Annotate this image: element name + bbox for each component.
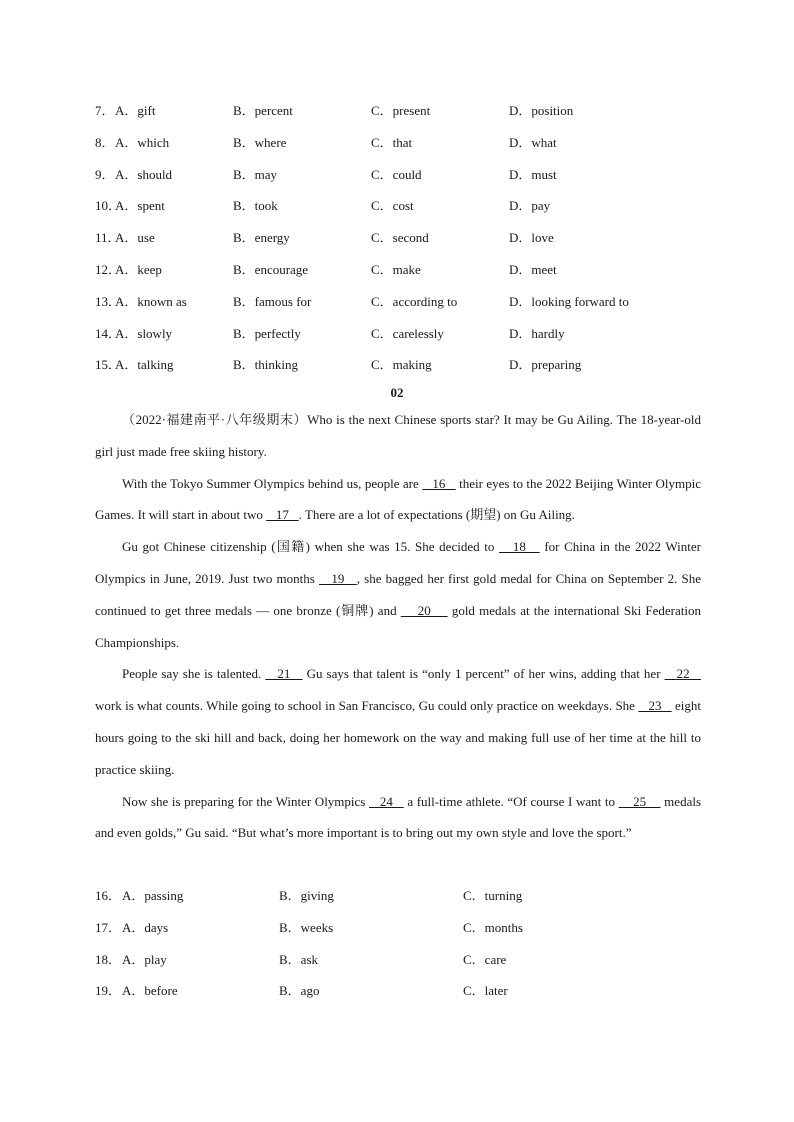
option-b[interactable]: B．energy bbox=[233, 230, 290, 246]
question-number: 17． bbox=[95, 919, 122, 935]
option-c[interactable]: C．care bbox=[463, 951, 507, 967]
option-d[interactable]: D．must bbox=[509, 166, 557, 182]
option-b[interactable]: B．thinking bbox=[233, 357, 299, 373]
option-c[interactable]: C．that bbox=[371, 134, 413, 150]
option-a[interactable]: A．should bbox=[115, 166, 173, 182]
passage-paragraph-3: Gu got Chinese citizenship (国籍) when she was 15. She decided to 18 for China in the 2022 Winter Olympics in June, 2019. Just two months 19 , she bagged her first gold medal for China on September 2. She continued to get three medals — one bronze (铜牌) and 20 gold medals at the international Ski Federation Championships. bbox=[95, 539, 702, 650]
option-c[interactable]: C．turning bbox=[463, 888, 523, 903]
option-a[interactable]: A．slowly bbox=[115, 325, 173, 341]
option-a[interactable]: A．use bbox=[115, 230, 155, 246]
option-b[interactable]: B．ask bbox=[279, 951, 319, 967]
option-d[interactable]: D．love bbox=[509, 230, 554, 246]
blank-20[interactable]: 20 bbox=[400, 602, 448, 618]
option-a[interactable]: A．known as bbox=[115, 293, 187, 309]
option-a[interactable]: A．before bbox=[122, 983, 178, 999]
question-number: 7． bbox=[95, 103, 115, 118]
blank-24[interactable]: 24 bbox=[368, 793, 404, 809]
blank-18[interactable]: 18 bbox=[498, 539, 540, 555]
blank-21[interactable]: 21 bbox=[265, 666, 303, 682]
option-b[interactable]: B．weeks bbox=[279, 919, 334, 935]
option-d[interactable]: D．hardly bbox=[509, 325, 565, 341]
option-b[interactable]: B．took bbox=[233, 198, 278, 214]
option-c[interactable]: C．according to bbox=[371, 293, 458, 309]
option-c[interactable]: C．later bbox=[463, 983, 508, 999]
option-b[interactable]: B．ago bbox=[279, 983, 320, 999]
option-b[interactable]: B．may bbox=[233, 166, 278, 182]
passage bbox=[95, 404, 701, 849]
option-d[interactable]: D．looking forward to bbox=[509, 293, 629, 309]
option-c[interactable]: C．carelessly bbox=[371, 325, 444, 341]
question-number: 13． bbox=[95, 293, 122, 309]
option-b[interactable]: B．giving bbox=[279, 888, 334, 903]
section-number: 02 bbox=[390, 385, 404, 400]
passage-paragraph-2: With the Tokyo Summer Olympics behind us, people are 16 their eyes to the 2022 Beijing Winter Olympic Games. It will start in about two 17 . There are a lot of expectations (期望) on Gu Ailing. bbox=[95, 475, 701, 523]
option-b[interactable]: B．famous for bbox=[233, 293, 312, 309]
option-c[interactable]: C．could bbox=[371, 166, 422, 182]
option-a[interactable]: A．gift bbox=[115, 103, 156, 118]
option-c[interactable]: C．cost bbox=[371, 198, 414, 214]
option-d[interactable]: D．what bbox=[509, 134, 557, 150]
option-c[interactable]: C．present bbox=[371, 103, 431, 118]
option-a[interactable]: A．play bbox=[122, 951, 167, 967]
option-c[interactable]: C．making bbox=[371, 357, 432, 373]
question-number: 8． bbox=[95, 134, 115, 150]
option-d[interactable]: D．position bbox=[509, 103, 574, 118]
option-b[interactable]: B．where bbox=[233, 134, 287, 150]
option-a[interactable]: A．which bbox=[115, 134, 170, 150]
option-a[interactable]: A．days bbox=[122, 919, 169, 935]
option-b[interactable]: B．percent bbox=[233, 103, 293, 118]
option-c[interactable]: C．make bbox=[371, 262, 421, 277]
option-a[interactable]: A．passing bbox=[122, 888, 184, 903]
option-d[interactable]: D．preparing bbox=[509, 357, 582, 373]
option-d[interactable]: D．meet bbox=[509, 262, 557, 277]
option-b[interactable]: B．encourage bbox=[233, 262, 309, 277]
question-number: 10． bbox=[95, 198, 122, 214]
blank-16[interactable]: 16 bbox=[422, 475, 456, 491]
passage-paragraph-1: （2022·福建南平·八年级期末）Who is the next Chinese sports star? It may be Gu Ailing. The 18-year-old girl just made free skiing history. bbox=[95, 412, 701, 459]
blank-17[interactable]: 17 bbox=[266, 507, 299, 523]
blank-25[interactable]: 25 bbox=[618, 793, 661, 809]
question-number: 16． bbox=[95, 888, 122, 903]
question-number: 15． bbox=[95, 357, 122, 373]
blank-23[interactable]: 23 bbox=[638, 698, 672, 714]
question-number: 12． bbox=[95, 262, 122, 277]
option-a[interactable]: A．keep bbox=[115, 262, 162, 277]
option-c[interactable]: C．second bbox=[371, 230, 429, 246]
passage-paragraph-5: Now she is preparing for the Winter Olympics 24 a full-time athlete. “Of course I want to 25 medals and even golds,” Gu said. “But what’s more important is to bring out my own style and love the sport.” bbox=[95, 793, 702, 841]
blank-19[interactable]: 19 bbox=[318, 570, 357, 586]
question-number: 11． bbox=[95, 230, 121, 246]
option-b[interactable]: B．perfectly bbox=[233, 325, 301, 341]
option-a[interactable]: A．spent bbox=[115, 198, 165, 214]
question-number: 19． bbox=[95, 983, 122, 999]
option-d[interactable]: D．pay bbox=[509, 198, 551, 214]
option-a[interactable]: A．talking bbox=[115, 357, 174, 373]
question-number: 9． bbox=[95, 166, 115, 182]
question-number: 18． bbox=[95, 951, 122, 967]
blank-22[interactable]: 22 bbox=[664, 666, 702, 682]
option-c[interactable]: C．months bbox=[463, 919, 523, 935]
passage-paragraph-4: People say she is talented. 21 Gu says that talent is “only 1 percent” of her wins, adding that her 22 work is what counts. While going to school in San Francisco, Gu could only practice on weekdays. She 23 eight hours going to the ski hill and back, doing her homework on the way and making full use of her time at the hill to practice skiing. bbox=[95, 666, 702, 777]
question-number: 14． bbox=[95, 325, 122, 341]
